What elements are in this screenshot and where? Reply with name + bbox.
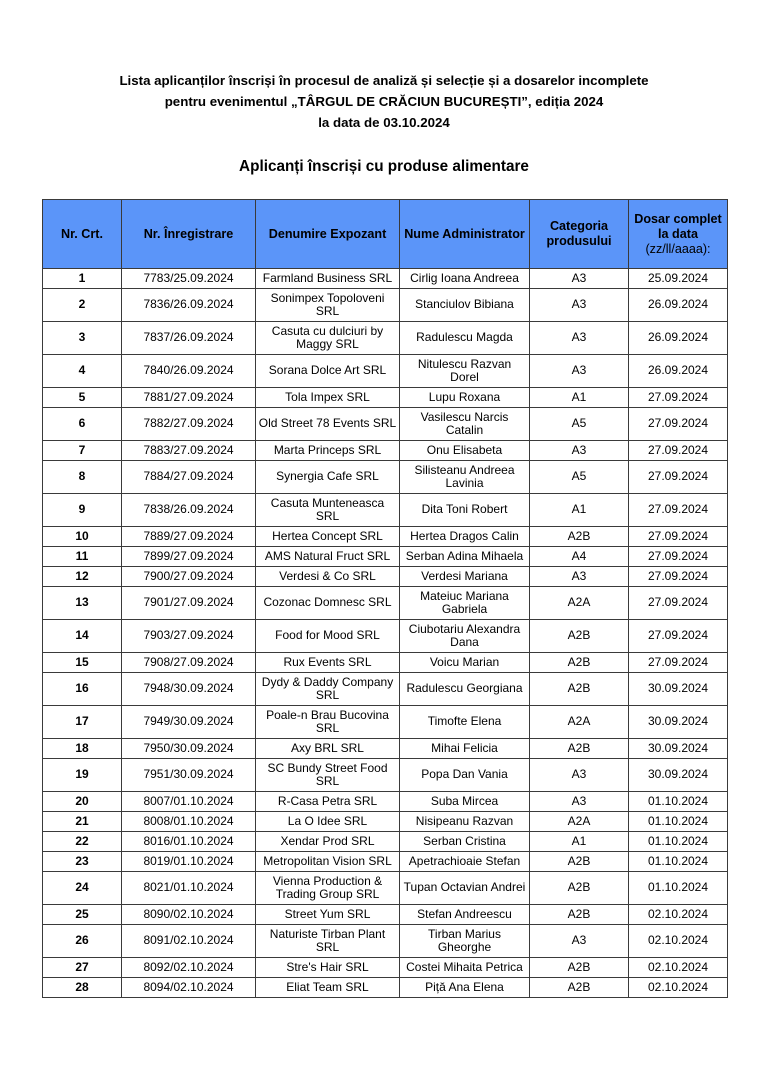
table-row: [43, 925, 728, 958]
cell-exhibitor: Old Street 78 Events SRL: [256, 408, 400, 441]
cell-category: A3: [530, 355, 629, 388]
cell-registration: 8092/02.10.2024: [122, 958, 256, 978]
cell-exhibitor: Dydy & Daddy Company SRL: [256, 673, 400, 706]
title-line-2: pentru evenimentul „TÂRGUL DE CRĂCIUN BUCUREȘTI”, ediția 2024: [164, 94, 604, 109]
cell-exhibitor: Eliat Team SRL: [256, 978, 400, 998]
cell-registration: 7884/27.09.2024: [122, 461, 256, 494]
cell-exhibitor: Xendar Prod SRL: [256, 832, 400, 852]
cell-nr: 16: [43, 673, 122, 706]
cell-category: A1: [530, 494, 629, 527]
table-row: [43, 792, 728, 812]
cell-complete-date: 27.09.2024: [629, 653, 728, 673]
cell-category: A2B: [530, 653, 629, 673]
cell-administrator: Stefan Andreescu: [400, 905, 530, 925]
table-row: [43, 461, 728, 494]
cell-category: A5: [530, 461, 629, 494]
column-header-nr: Nr. Crt.: [43, 200, 122, 269]
cell-administrator: Serban Cristina: [400, 832, 530, 852]
cell-nr: 5: [43, 388, 122, 408]
cell-exhibitor: Cozonac Domnesc SRL: [256, 587, 400, 620]
cell-nr: 21: [43, 812, 122, 832]
cell-registration: 8019/01.10.2024: [122, 852, 256, 872]
table-row: [43, 739, 728, 759]
title-line-1: Lista aplicanților înscriși în procesul de analiză și selecție și a dosarelor incomplete: [119, 73, 649, 88]
cell-complete-date: 27.09.2024: [629, 587, 728, 620]
cell-complete-date: 02.10.2024: [629, 905, 728, 925]
cell-nr: 4: [43, 355, 122, 388]
section-title: Aplicanți înscriși cu produse alimentare: [239, 158, 529, 175]
cell-nr: 20: [43, 792, 122, 812]
title-line-3: la data de 03.10.2024: [318, 115, 450, 130]
cell-complete-date: 01.10.2024: [629, 872, 728, 905]
cell-category: A2A: [530, 587, 629, 620]
cell-administrator: Voicu Marian: [400, 653, 530, 673]
table-row: [43, 905, 728, 925]
cell-nr: 7: [43, 441, 122, 461]
cell-category: A2B: [530, 620, 629, 653]
cell-nr: 18: [43, 739, 122, 759]
cell-administrator: Popa Dan Vania: [400, 759, 530, 792]
cell-exhibitor: Vienna Production & Trading Group SRL: [256, 872, 400, 905]
cell-registration: 7883/27.09.2024: [122, 441, 256, 461]
table-row: [43, 527, 728, 547]
document-title: [0, 70, 768, 133]
cell-complete-date: 01.10.2024: [629, 792, 728, 812]
cell-registration: 8094/02.10.2024: [122, 978, 256, 998]
column-header-exhibitor: Denumire Expozant: [256, 200, 400, 269]
cell-administrator: Mateiuc Mariana Gabriela: [400, 587, 530, 620]
cell-category: A2B: [530, 527, 629, 547]
cell-exhibitor: Food for Mood SRL: [256, 620, 400, 653]
cell-registration: 7950/30.09.2024: [122, 739, 256, 759]
cell-administrator: Apetrachioaie Stefan: [400, 852, 530, 872]
cell-complete-date: 02.10.2024: [629, 925, 728, 958]
cell-category: A2B: [530, 978, 629, 998]
cell-category: A2A: [530, 812, 629, 832]
cell-category: A2B: [530, 872, 629, 905]
cell-exhibitor: Hertea Concept SRL: [256, 527, 400, 547]
cell-exhibitor: Sorana Dolce Art SRL: [256, 355, 400, 388]
cell-category: A3: [530, 567, 629, 587]
cell-exhibitor: Street Yum SRL: [256, 905, 400, 925]
cell-registration: 7948/30.09.2024: [122, 673, 256, 706]
cell-category: A3: [530, 441, 629, 461]
table-row: [43, 289, 728, 322]
cell-complete-date: 27.09.2024: [629, 547, 728, 567]
table-row: [43, 872, 728, 905]
cell-administrator: Onu Elisabeta: [400, 441, 530, 461]
cell-registration: 7908/27.09.2024: [122, 653, 256, 673]
cell-exhibitor: Rux Events SRL: [256, 653, 400, 673]
cell-exhibitor: Farmland Business SRL: [256, 269, 400, 289]
cell-category: A1: [530, 832, 629, 852]
cell-nr: 19: [43, 759, 122, 792]
cell-complete-date: 27.09.2024: [629, 408, 728, 441]
cell-complete-date: 30.09.2024: [629, 759, 728, 792]
cell-exhibitor: R-Casa Petra SRL: [256, 792, 400, 812]
cell-registration: 7901/27.09.2024: [122, 587, 256, 620]
cell-nr: 17: [43, 706, 122, 739]
cell-category: A2B: [530, 739, 629, 759]
cell-category: A2B: [530, 958, 629, 978]
cell-exhibitor: Sonimpex Topoloveni SRL: [256, 289, 400, 322]
cell-complete-date: 30.09.2024: [629, 673, 728, 706]
cell-complete-date: 02.10.2024: [629, 978, 728, 998]
cell-registration: 7836/26.09.2024: [122, 289, 256, 322]
cell-exhibitor: Verdesi & Co SRL: [256, 567, 400, 587]
cell-nr: 14: [43, 620, 122, 653]
cell-complete-date: 30.09.2024: [629, 706, 728, 739]
cell-registration: 7889/27.09.2024: [122, 527, 256, 547]
cell-administrator: Suba Mircea: [400, 792, 530, 812]
table-row: [43, 812, 728, 832]
table-row: [43, 494, 728, 527]
cell-exhibitor: La O Idee SRL: [256, 812, 400, 832]
cell-administrator: Tirban Marius Gheorghe: [400, 925, 530, 958]
cell-administrator: Timofte Elena: [400, 706, 530, 739]
cell-nr: 1: [43, 269, 122, 289]
cell-nr: 28: [43, 978, 122, 998]
cell-nr: 12: [43, 567, 122, 587]
cell-registration: 8091/02.10.2024: [122, 925, 256, 958]
cell-category: A3: [530, 925, 629, 958]
column-header-complete-date: [629, 200, 728, 269]
cell-nr: 10: [43, 527, 122, 547]
cell-nr: 24: [43, 872, 122, 905]
cell-exhibitor: Casuta cu dulciuri by Maggy SRL: [256, 322, 400, 355]
cell-complete-date: 30.09.2024: [629, 739, 728, 759]
table-header-row: [43, 200, 728, 269]
cell-registration: 7838/26.09.2024: [122, 494, 256, 527]
cell-complete-date: 27.09.2024: [629, 461, 728, 494]
table-row: [43, 673, 728, 706]
cell-administrator: Lupu Roxana: [400, 388, 530, 408]
cell-administrator: Verdesi Mariana: [400, 567, 530, 587]
cell-exhibitor: Naturiste Tirban Plant SRL: [256, 925, 400, 958]
cell-category: A4: [530, 547, 629, 567]
cell-administrator: Hertea Dragos Calin: [400, 527, 530, 547]
cell-complete-date: 27.09.2024: [629, 441, 728, 461]
cell-complete-date: 26.09.2024: [629, 322, 728, 355]
cell-complete-date: 01.10.2024: [629, 852, 728, 872]
cell-exhibitor: Synergia Cafe SRL: [256, 461, 400, 494]
table-row: [43, 322, 728, 355]
cell-registration: 7881/27.09.2024: [122, 388, 256, 408]
cell-administrator: Radulescu Magda: [400, 322, 530, 355]
table-row: [43, 759, 728, 792]
date-format-note: (zz/ll/aaaa):: [645, 241, 711, 256]
cell-registration: 7882/27.09.2024: [122, 408, 256, 441]
applicants-table: [42, 199, 728, 998]
table-row: [43, 653, 728, 673]
column-header-registration: Nr. Înregistrare: [122, 200, 256, 269]
cell-registration: 7840/26.09.2024: [122, 355, 256, 388]
cell-exhibitor: SC Bundy Street Food SRL: [256, 759, 400, 792]
cell-category: A2B: [530, 905, 629, 925]
cell-complete-date: 27.09.2024: [629, 567, 728, 587]
cell-category: A1: [530, 388, 629, 408]
table-row: [43, 567, 728, 587]
table-row: [43, 958, 728, 978]
cell-complete-date: 01.10.2024: [629, 832, 728, 852]
cell-nr: 23: [43, 852, 122, 872]
cell-administrator: Radulescu Georgiana: [400, 673, 530, 706]
cell-exhibitor: Axy BRL SRL: [256, 739, 400, 759]
cell-nr: 3: [43, 322, 122, 355]
cell-administrator: Tupan Octavian Andrei: [400, 872, 530, 905]
cell-nr: 26: [43, 925, 122, 958]
column-header-category: Categoria produsului: [530, 200, 629, 269]
cell-exhibitor: Tola Impex SRL: [256, 388, 400, 408]
table-row: [43, 547, 728, 567]
cell-nr: 8: [43, 461, 122, 494]
cell-administrator: Silisteanu Andreea Lavinia: [400, 461, 530, 494]
cell-registration: 7951/30.09.2024: [122, 759, 256, 792]
cell-registration: 7837/26.09.2024: [122, 322, 256, 355]
cell-registration: 8007/01.10.2024: [122, 792, 256, 812]
cell-registration: 7783/25.09.2024: [122, 269, 256, 289]
cell-nr: 15: [43, 653, 122, 673]
cell-category: A3: [530, 792, 629, 812]
cell-nr: 13: [43, 587, 122, 620]
cell-category: A2B: [530, 673, 629, 706]
cell-complete-date: 27.09.2024: [629, 494, 728, 527]
table-row: [43, 852, 728, 872]
cell-nr: 9: [43, 494, 122, 527]
column-header-administrator: Nume Administrator: [400, 200, 530, 269]
cell-complete-date: 02.10.2024: [629, 958, 728, 978]
cell-exhibitor: Stre's Hair SRL: [256, 958, 400, 978]
table-row: [43, 978, 728, 998]
cell-category: A3: [530, 322, 629, 355]
cell-administrator: Dita Toni Robert: [400, 494, 530, 527]
cell-nr: 22: [43, 832, 122, 852]
cell-administrator: Mihai Felicia: [400, 739, 530, 759]
cell-administrator: Piță Ana Elena: [400, 978, 530, 998]
cell-exhibitor: Marta Princeps SRL: [256, 441, 400, 461]
cell-complete-date: 27.09.2024: [629, 620, 728, 653]
cell-administrator: Costei Mihaita Petrica: [400, 958, 530, 978]
cell-exhibitor: AMS Natural Fruct SRL: [256, 547, 400, 567]
cell-registration: 8008/01.10.2024: [122, 812, 256, 832]
table-row: [43, 706, 728, 739]
cell-registration: 8090/02.10.2024: [122, 905, 256, 925]
column-header-complete-date-label: Dosar complet la data: [634, 211, 722, 241]
cell-nr: 2: [43, 289, 122, 322]
cell-nr: 6: [43, 408, 122, 441]
cell-complete-date: 27.09.2024: [629, 388, 728, 408]
cell-administrator: Nisipeanu Razvan: [400, 812, 530, 832]
table-row: [43, 441, 728, 461]
cell-administrator: Vasilescu Narcis Catalin: [400, 408, 530, 441]
cell-complete-date: 26.09.2024: [629, 289, 728, 322]
cell-category: A5: [530, 408, 629, 441]
cell-exhibitor: Poale-n Brau Bucovina SRL: [256, 706, 400, 739]
cell-exhibitor: Metropolitan Vision SRL: [256, 852, 400, 872]
cell-administrator: Ciubotariu Alexandra Dana: [400, 620, 530, 653]
cell-category: A3: [530, 759, 629, 792]
cell-category: A2A: [530, 706, 629, 739]
cell-registration: 7903/27.09.2024: [122, 620, 256, 653]
table-row: [43, 269, 728, 289]
cell-complete-date: 27.09.2024: [629, 527, 728, 547]
cell-category: A3: [530, 289, 629, 322]
cell-exhibitor: Casuta Munteneasca SRL: [256, 494, 400, 527]
table-row: [43, 408, 728, 441]
table-row: [43, 355, 728, 388]
cell-registration: 8016/01.10.2024: [122, 832, 256, 852]
cell-registration: 7900/27.09.2024: [122, 567, 256, 587]
cell-administrator: Stanciulov Bibiana: [400, 289, 530, 322]
table-body: [43, 269, 728, 998]
cell-registration: 8021/01.10.2024: [122, 872, 256, 905]
cell-registration: 7899/27.09.2024: [122, 547, 256, 567]
table-row: [43, 388, 728, 408]
cell-registration: 7949/30.09.2024: [122, 706, 256, 739]
cell-administrator: Serban Adina Mihaela: [400, 547, 530, 567]
cell-nr: 25: [43, 905, 122, 925]
cell-category: A2B: [530, 852, 629, 872]
cell-administrator: Cirlig Ioana Andreea: [400, 269, 530, 289]
cell-administrator: Nitulescu Razvan Dorel: [400, 355, 530, 388]
cell-nr: 27: [43, 958, 122, 978]
table-row: [43, 587, 728, 620]
cell-complete-date: 01.10.2024: [629, 812, 728, 832]
cell-complete-date: 26.09.2024: [629, 355, 728, 388]
cell-nr: 11: [43, 547, 122, 567]
table-row: [43, 832, 728, 852]
cell-complete-date: 25.09.2024: [629, 269, 728, 289]
cell-category: A3: [530, 269, 629, 289]
table-row: [43, 620, 728, 653]
